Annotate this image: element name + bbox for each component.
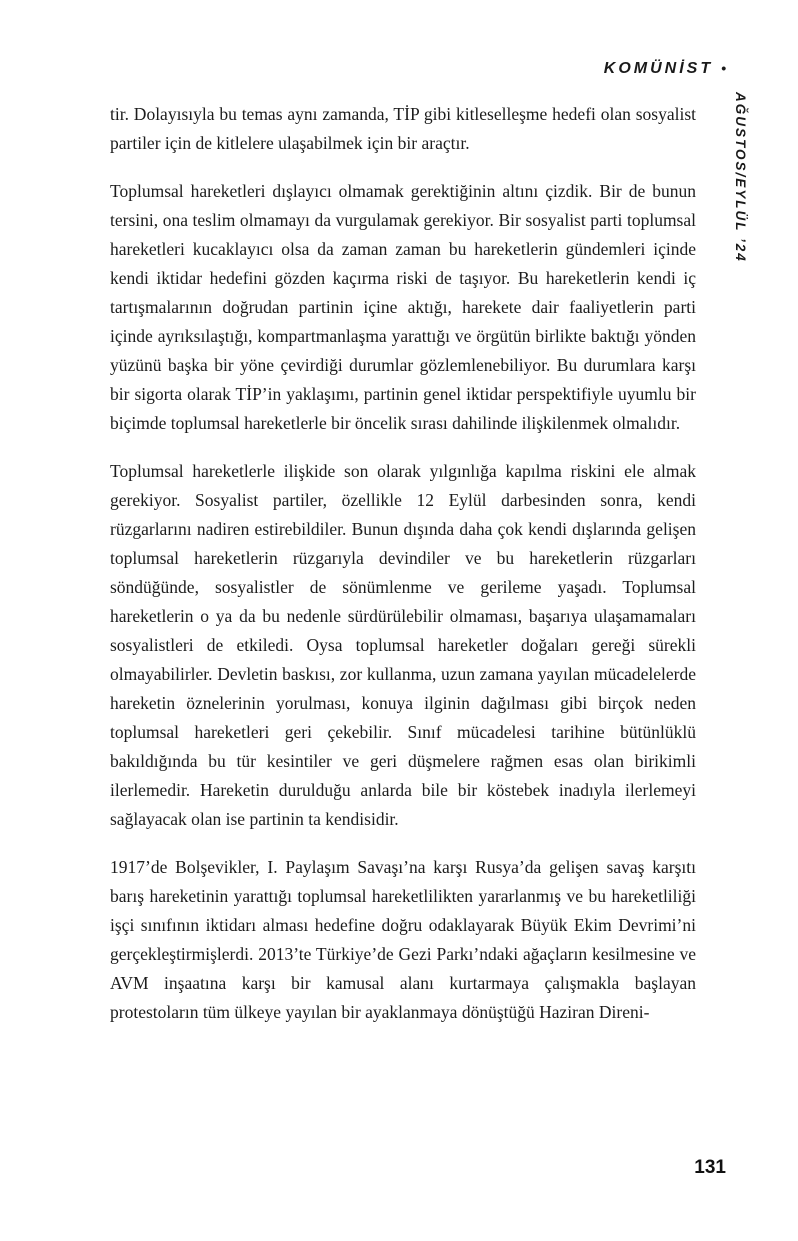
page-number: 131: [694, 1157, 726, 1178]
header-bullet: •: [721, 60, 726, 76]
paragraph: 1917’de Bolşevikler, I. Paylaşım Savaşı’na karşı Rusya’da gelişen savaş karşıtı barış hareketinin yarattığı toplumsal hareketlilikten yararlanmış ve bu hareketliliği işçi sınıfının iktidarı alması hedefine doğru odaklayarak Büyük Ekim Devrimi’ni gerçekleştirmişlerdi. 2013’te Türkiye’de Gezi Parkı’ndaki ağaçların kesilmesine ve AVM inşaatına karşı bir kamusal alanı kurtarmaya çalışmakla başlayan protestoların tüm ülkeye yayılan bir ayaklanmaya dönüştüğü Haziran Direni-: [110, 857, 696, 1022]
paragraph: Toplumsal hareketlerle ilişkide son olarak yılgınlığa kapılma riskini ele almak gerekiyor. Sosyalist partiler, özellikle 12 Eylül darbesinden sonra, kendi rüzgarlarını nadiren estirebildiler. Bunun dışında daha çok kendi dışlarında gelişen toplumsal hareketlerin rüzgarıyla devindiler ve bu hareketlerin rüzgarları söndüğünde, sosyalistler de sönümlenme ve gerileme yaşadı. Toplumsal hareketlerin o ya da bu nedenle sürdürülebilir olmaması, başarıya ulaşamamaları sosyalistleri de etkiledi. Oysa toplumsal hareketler doğaları gereği sürekli olmayabilirler. Devletin baskısı, zor kullanma, uzun zamana yayılan mücadelelerde hareketin öznelerinin yorulması, konuya ilginin dağılması gibi birçok neden toplumsal hareketleri geri çekebilir. Sınıf mücadelesi tarihine bütünlüklü bakıldığında bu tür kesintiler ve geri düşmelere rağmen esas olan birikimli ilerlemedir. Hareketin durulduğu anlarda bile bir köstebek inadıyla ilerlemeyi sağlayacak olan ise partinin ta kendisidir.: [110, 461, 696, 829]
journal-title: KOMÜNİST: [603, 60, 714, 77]
issue-label-vertical: AĞUSTOS/EYLÜL ’24: [733, 92, 748, 263]
body-text: [110, 100, 696, 1046]
paragraph: tir. Dolayısıyla bu temas aynı zamanda, TİP gibi kitleselleşme hedefi olan sosyalist partiler için de kitlelere ulaşabilmek için bir araçtır.: [110, 104, 696, 153]
running-head: [604, 60, 726, 78]
paragraph: Toplumsal hareketleri dışlayıcı olmamak gerektiğinin altını çizdik. Bir de bunun tersini, ona teslim olmamayı da vurgulamak gerekiyor. Bir sosyalist parti toplumsal hareketleri kucaklayıcı olsa da zaman zaman bu hareketlerin gündemleri içinde kendi iktidar hedefini gözden kaçırma riski de taşıyor. Bu hareketlerin kendi iç tartışmalarının doğrudan partinin içine aktığı, harekete dair faaliyetlerin parti içinde ayrıksılaştığı, kompartmanlaşma yarattığı ve örgütün birlikte baktığı yönden yüzünü başka bir yöne çevirdiği durumlar gözlemlenebiliyor. Bu durumlara karşı bir sigorta olarak TİP’in yaklaşımı, partinin genel iktidar perspektifiyle uyumlu bir biçimde toplumsal hareketlerle bir öncelik sırası dahilinde ilişkilenmek olmalıdır.: [110, 181, 696, 433]
